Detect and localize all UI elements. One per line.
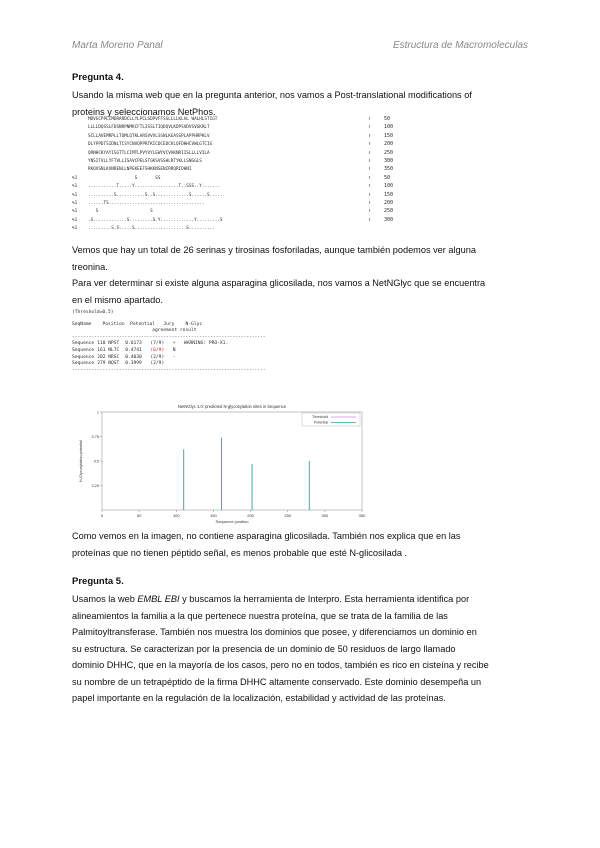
p5-line1-b: y buscamos la herramienta de Interpro. Esta herramienta identifica por [179, 594, 470, 604]
col-potential: Potential [130, 321, 156, 327]
netphos-row [72, 133, 412, 140]
pregunta4-heading: Pregunta 4. [72, 72, 124, 83]
netphos-row-seq: LLLLDQSSLFDSNRPNMKCFTLISSLTIQDQVLKDPSVDVSVGKRLT [88, 125, 210, 131]
p5-line1-a: Usamos la web [72, 594, 138, 604]
netphos-row-seq: .........S.S.....S....................S.......... [88, 226, 215, 232]
p5-line6: su nombre de un tetrapéptido de la firma DHHC altamente conservado. Este dominio desempeña un [72, 676, 482, 687]
netphos-row-seq: ...........T.....Y.................T..SSS..Y....... [88, 184, 220, 190]
netphos-row-arrow: ↑ [368, 166, 372, 173]
netnglyc-cell-jury: (7/9) [150, 341, 165, 347]
netphos-output [72, 116, 528, 236]
netphos-row [72, 175, 412, 182]
netphos-row [72, 225, 412, 232]
x-tick-label: 50 [136, 513, 142, 518]
legend-box [302, 413, 360, 426]
netphos-row [72, 208, 412, 215]
netphos-row-seq: SCLLAVEMRPLLTQMLQTKLARSVVVLSSNLKGASSPLAPPHRPKLV [88, 133, 210, 139]
pregunta4-section [72, 72, 528, 120]
netphos-row-seq: ..........S...........S..S.............S......S...... [88, 192, 226, 198]
para3-line1: Como vemos en la imagen, no contiene asparagina glicosilada. También nos explica que en las [72, 531, 461, 541]
p5-line3: Palmitoyltransferase. También nos muestra los dominios que posee, y diferenciamos un dominio en [72, 627, 477, 637]
netnglyc-output [72, 310, 402, 374]
netphos-row [72, 158, 412, 165]
netphos-row-seq: QRNHCKYAYISGTTLCIMTLPVYVYLEWYVCVAKNRIISLLLLVILA [88, 150, 210, 156]
netnglyc-threshold: (Threshold=0.5) [72, 310, 114, 315]
pregunta5-section [72, 576, 528, 707]
netphos-row-arrow: ↑ [368, 174, 372, 181]
netphos-row-label: %1 [72, 184, 78, 190]
netphos-row-num: 300 [384, 158, 394, 164]
netnglyc-cell-result: - [172, 354, 176, 360]
netphos-row-seq: YNSITVLLYFTVLLISAVCPELSTGKSVSSHLRTYKLLSNGGLS [88, 159, 202, 164]
x-tick-label: 200 [247, 513, 254, 518]
netnglyc-cell-potential: 0.3999 [125, 361, 142, 367]
pregunta4-para1 [72, 242, 528, 308]
netnglyc-chart [72, 398, 372, 526]
netnglyc-cell-position: 161 NLTC [97, 347, 120, 353]
netphos-row-arrow: ↑ [368, 116, 372, 122]
netphos-row-arrow: ↑ [368, 191, 372, 198]
chart-frame [102, 412, 362, 510]
header-title: Estructura de Macromoleculas [392, 40, 528, 51]
netphos-row-seq: S S [88, 209, 153, 215]
netphos-row [72, 124, 412, 131]
netnglyc-cell-position: 202 NRSC [97, 354, 120, 360]
para2-line2: en el mismo apartado. [72, 294, 163, 305]
netphos-row-num: 200 [384, 200, 394, 206]
pregunta4-intro-line1: Usando la misma web que en la pregunta anterior, nos vamos a Post-translational modifications of [72, 90, 472, 100]
netphos-row-num: 100 [384, 183, 394, 190]
netnglyc-row [72, 355, 402, 362]
netphos-row [72, 183, 412, 190]
netphos-row-label: %1 [72, 175, 78, 181]
p5-line4: su estructura. Se caracterizan por la presencia de un dominio de 50 residuos de largo llamado [72, 643, 456, 654]
netphos-row-arrow: ↑ [368, 124, 372, 131]
netnglyc-cell-seqname: Sequence [72, 354, 95, 360]
netnglyc-divider: ---------------------------------------------------------------------- [72, 334, 266, 340]
netnglyc-cell-position: 110 NPST [97, 341, 120, 347]
col-nglyc: N-Glyc [185, 321, 203, 327]
netnglyc-cell-seqname: Sequence [72, 341, 95, 347]
y-tick-label: 1 [96, 410, 99, 415]
netphos-row-seq: RKQVSNLKVNRENLLNPEKEEFSHKKNSENIRRQRIDHNI [88, 167, 192, 173]
p5-line5: dominio DHHC, que en la mayoría de los casos, pero no en todos, también es rico en cisteína y recibe [72, 660, 489, 670]
netphos-row-num: 50 [384, 174, 391, 181]
netnglyc-rows [72, 341, 402, 367]
netphos-row-num: 100 [384, 124, 394, 131]
netnglyc-cell-position: 279 NQST [97, 361, 120, 367]
netphos-row-label: %1 [72, 201, 78, 206]
netphos-row [72, 116, 412, 123]
col-seqname: SeqName [72, 321, 92, 327]
netphos-row [72, 200, 412, 207]
netphos-row-seq: ......TS..................................... [88, 201, 205, 206]
para1-line1: Vemos que hay un total de 26 serinas y tirosinas fosforiladas, aunque también podemos ver alguna [72, 245, 476, 255]
netnglyc-subheader [72, 328, 402, 335]
col-position: Position [102, 321, 125, 327]
netphos-row-arrow: ↑ [368, 149, 372, 156]
legend-potential-label: Potential [314, 420, 328, 425]
netnglyc-cell-result: + [172, 341, 176, 347]
netphos-row-num: 250 [384, 149, 394, 156]
netphos-row-num: 250 [384, 208, 394, 215]
para2-line1: Para ver determinar si existe alguna asparagina glicosilada, nos vamos a NetNGlyc que se encuentra [72, 278, 486, 288]
netphos-row-num: 50 [384, 116, 391, 122]
y-tick-label: 0.5 [93, 459, 99, 464]
col-jury-sub: agreement [152, 328, 178, 334]
para3-line2: proteínas que no tienen péptido señal, es menos probable que esté N-glicosilada . [72, 547, 408, 558]
netphos-row-arrow: ↑ [368, 200, 372, 206]
netphos-row-seq: .S.............S.........S.Y.............Y.........S [88, 217, 223, 223]
netphos-row-arrow: ↑ [368, 158, 372, 164]
netphos-row [72, 192, 412, 199]
netphos-row-label: %1 [72, 226, 78, 232]
netnglyc-cell-jury: (2/9) [150, 361, 165, 367]
x-tick-label: 350 [358, 513, 366, 518]
pregunta5-heading: Pregunta 5. [72, 576, 124, 587]
netphos-row-arrow: ↑ [368, 132, 372, 139]
netnglyc-cell-potential: 0.6173 [125, 341, 142, 347]
netphos-row-seq: S SS [88, 175, 161, 181]
netphos-row-seq: MDVGCPPLCMDRARDCLLYLPCLSDPVFFSSLLLLKLAL WALHLSTIGT [88, 117, 218, 122]
col-jury: Jury [163, 321, 175, 327]
p5-line2: alineamientos la familia a la que pertenece nuestra proteína, que se trata de la familia de las [72, 610, 448, 621]
netnglyc-cell-warning: WARNING: PRO-X1. [183, 341, 229, 347]
p5-embl-ebi: EMBL EBI [137, 594, 180, 604]
netphos-row-num: 300 [384, 216, 394, 223]
netphos-row-num: 150 [384, 132, 394, 139]
netphos-row-arrow: ↑ [368, 216, 372, 223]
pregunta4-para3 [72, 528, 528, 561]
p5-line7: papel importante en la regulación de la localización, estabilidad y actividad de las proteínas. [72, 693, 446, 703]
netnglyc-cell-jury: (6/9) [150, 347, 165, 353]
header-author: Marta Moreno Panal [72, 40, 163, 51]
netphos-row-num: 200 [384, 141, 394, 148]
netnglyc-cell-result: N [172, 347, 176, 353]
netphos-row-num: 350 [384, 166, 394, 173]
netphos-row [72, 150, 412, 157]
y-tick-label: 0.75 [91, 434, 99, 439]
x-tick-label: 300 [321, 513, 329, 518]
netphos-row-label: %1 [72, 217, 78, 223]
chart-title: NetNGlyc 1.0: predicted N-glycosylation sites in Sequence [177, 404, 287, 409]
netphos-row [72, 141, 412, 148]
x-axis-label: Sequence position [215, 519, 249, 524]
netphos-row-label: %1 [72, 209, 78, 215]
p5-line1 [72, 591, 528, 608]
legend-threshold-label: Threshold [312, 415, 328, 419]
netnglyc-row [72, 361, 402, 368]
netnglyc-cell-jury: (2/9) [150, 354, 165, 360]
netnglyc-cell-potential: 0.4030 [125, 354, 142, 360]
netphos-row-arrow: ↑ [368, 141, 372, 148]
col-nglyc-sub: result [179, 328, 197, 334]
x-tick-label: 150 [210, 513, 217, 518]
netnglyc-cell-potential: 0.4741 [125, 347, 142, 353]
x-tick-label: 100 [172, 513, 180, 518]
pregunta4-intro-line2: proteins y seleccionamos NetPhos. [72, 106, 216, 117]
x-tick-label: 250 [284, 513, 292, 518]
netnglyc-row [72, 341, 402, 348]
netnglyc-divider-bottom: ---------------------------------------------------------------------- [72, 367, 266, 373]
para1-line2: treonina. [72, 261, 108, 272]
y-tick-label: 0.25 [91, 483, 99, 488]
netnglyc-cell-seqname: Sequence [72, 347, 95, 353]
netnglyc-cell-seqname: Sequence [72, 361, 95, 367]
netphos-row-label: %1 [72, 192, 78, 198]
x-tick-label: 0 [100, 513, 104, 518]
netphos-row-arrow: ↑ [368, 208, 372, 215]
netnglyc-row [72, 348, 402, 355]
netphos-row-arrow: ↑ [368, 183, 372, 190]
netphos-row [72, 166, 412, 173]
netphos-row [72, 217, 412, 224]
y-axis-label: N-Glycosylation potential [79, 440, 83, 482]
netphos-row-seq: DLYPPDTSIDNLTCSYCNVQPPRTKICDCEDCVLQFDHHCVWLGTCIG [88, 142, 213, 148]
netphos-row-num: 150 [384, 191, 394, 198]
